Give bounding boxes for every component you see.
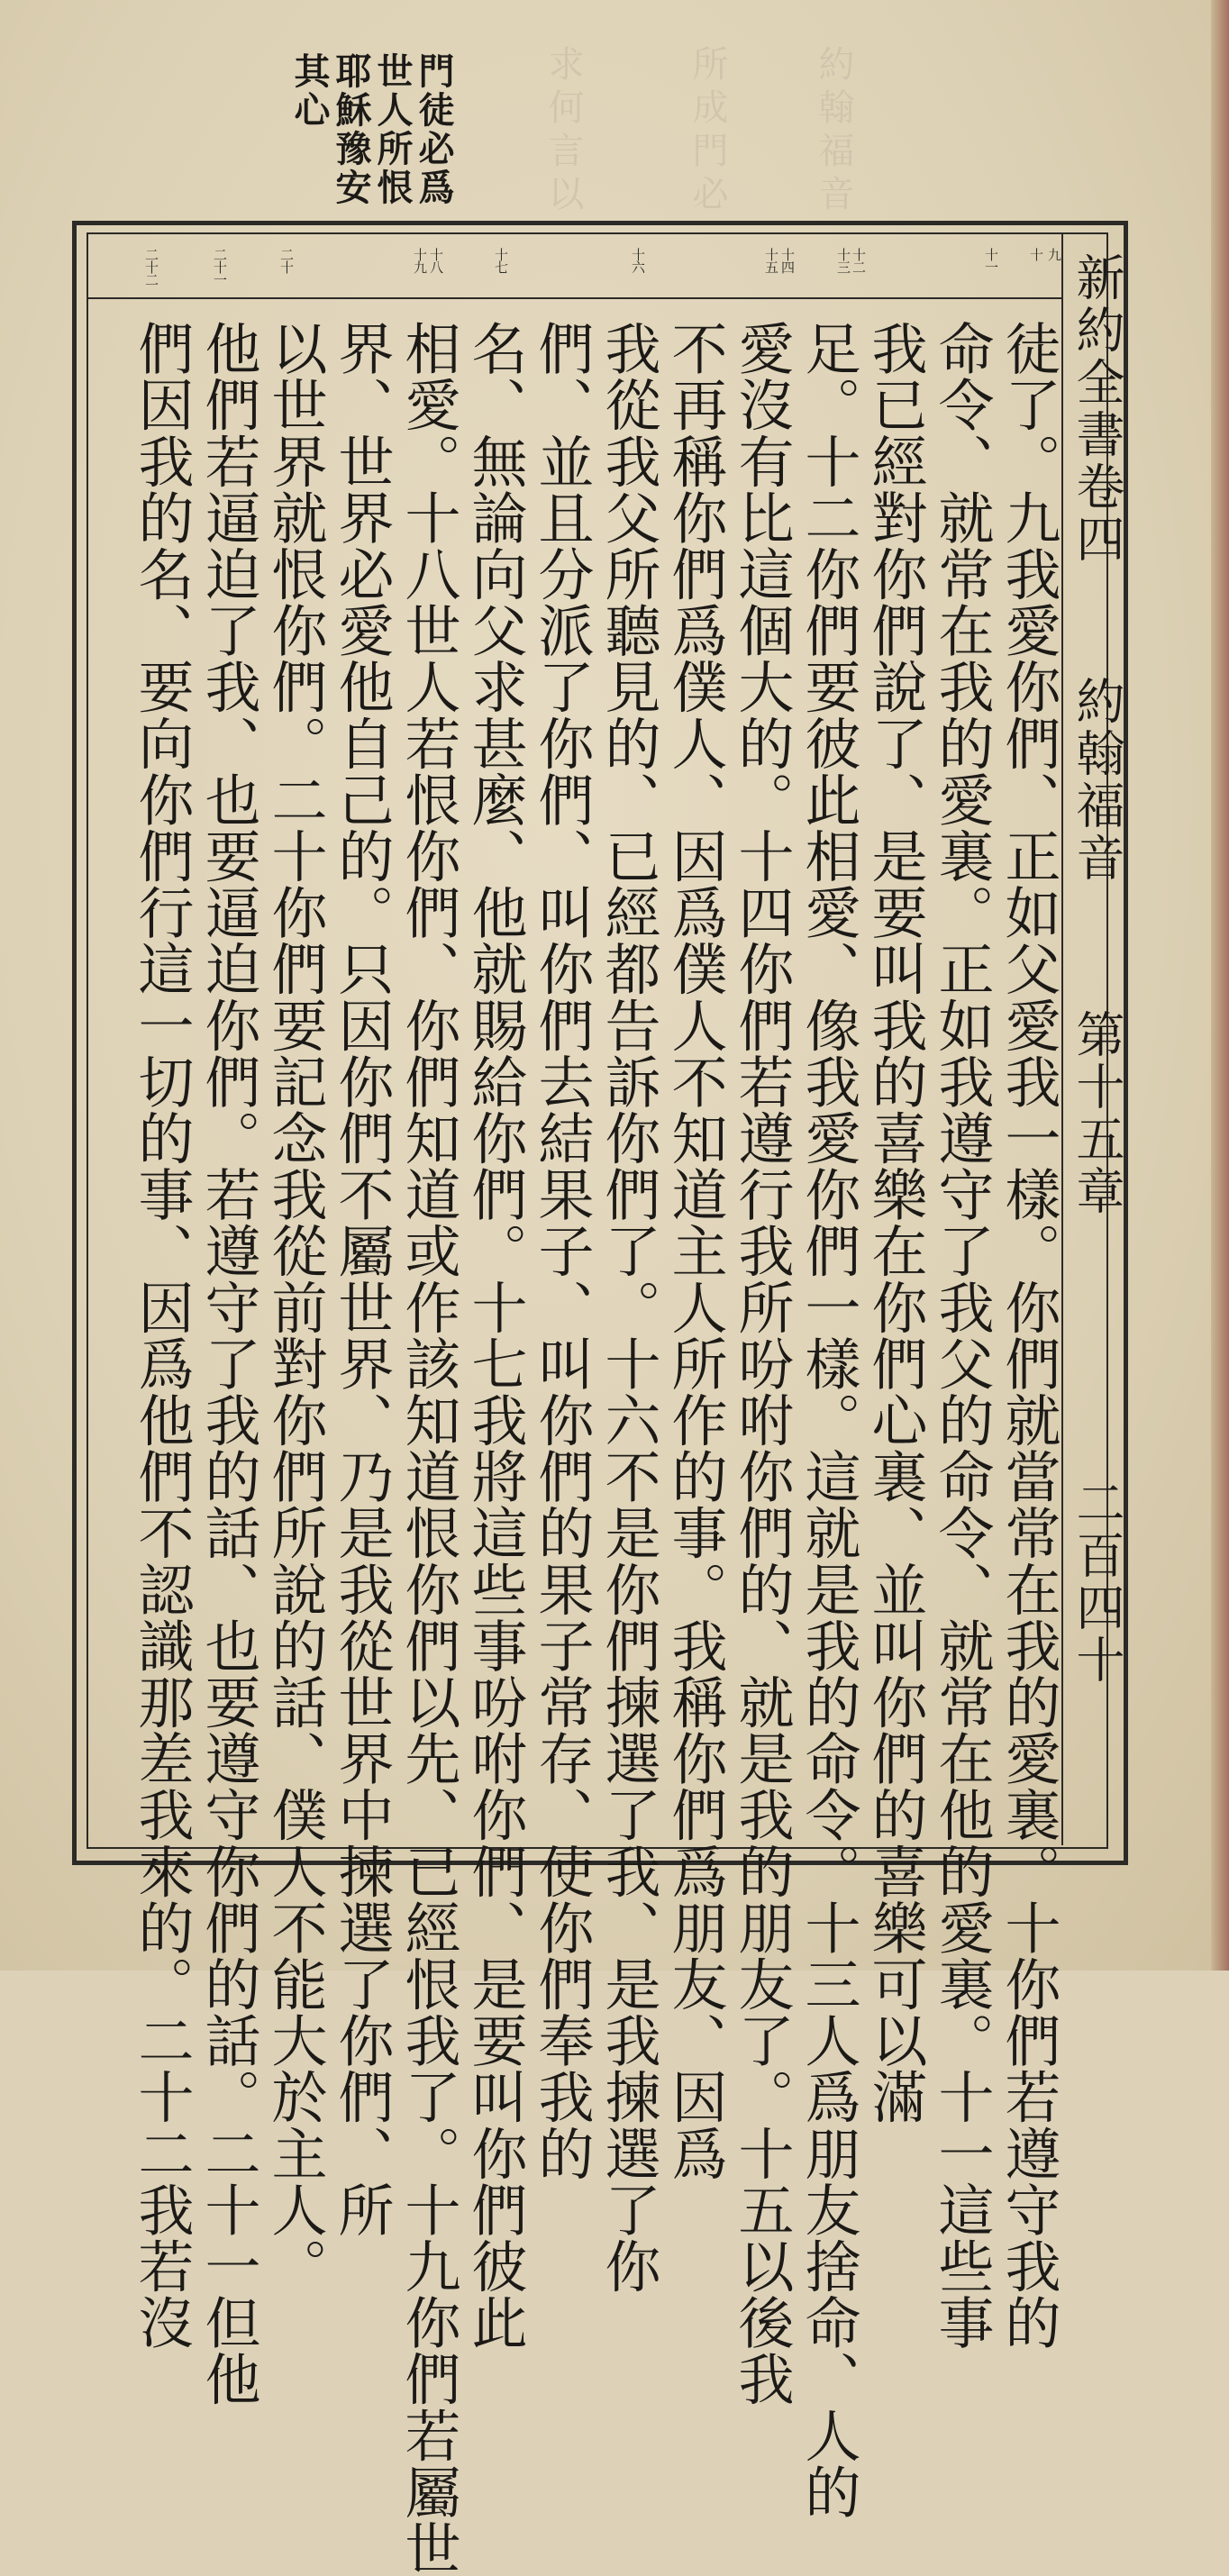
text-column: 他們若逼迫了我、也要逼迫你們。若遵守了我的話、也要遵守你們的話。二十一但他 <box>196 320 261 2408</box>
text-column: 愛沒有比這個大的。十四你們若遵行我所吩咐你們的、就是我的朋友了。十五以後我 <box>729 320 795 2408</box>
verse-number: 九 <box>1046 248 1062 260</box>
verse-number: 十五 <box>763 248 779 273</box>
marginal-heading-line: 門徒必爲 <box>413 52 455 207</box>
chapter-title: 第十五章 <box>1069 1009 1125 1218</box>
bleed-through-text: 所成門必 <box>687 45 728 218</box>
marginal-heading-line: 世人所恨 <box>371 52 414 207</box>
marginal-heading-line: 其心 <box>288 52 331 130</box>
verse-number: 二十二 <box>143 248 159 286</box>
text-column: 相愛。十八世人若恨你們、你們知道或作該知道恨你們以先、已經恨我了。十九你們若屬世 <box>396 320 461 2576</box>
page-number: 二百四十 <box>1069 1478 1125 1687</box>
text-column: 命令、就常在我的愛裏。正如我遵守了我父的命令、就常在他的愛裏。十一這些事 <box>929 320 995 2351</box>
running-header <box>1069 252 1125 1838</box>
verse-number: 十六 <box>630 248 646 273</box>
marginal-heading <box>288 52 454 223</box>
verse-number: 十八 <box>428 248 444 273</box>
gospel-title: 約翰福音 <box>1069 676 1125 885</box>
text-column: 不再稱你們爲僕人、因爲僕人不知道主人所作的事。我稱你們爲朋友、因爲 <box>662 320 728 2181</box>
verse-number: 十一 <box>983 248 999 273</box>
text-column: 足。十二你們要彼此相愛、像我愛你們一樣。這就是我的命令。十三人爲朋友捨命、人的 <box>796 320 861 2520</box>
text-column: 們因我的名、要向你們行這一切的事、因爲他們不認識那差我來的。二十二我若沒 <box>129 320 195 2351</box>
text-column: 徒了。九我愛你們、正如父愛我一樣。你們就當常在我的愛裏。十你們若遵守我的 <box>996 320 1061 2351</box>
text-column: 界、世界必愛他自己的。只因你們不屬世界、乃是我從世界中揀選了你們、所 <box>329 320 395 2238</box>
verse-number: 十七 <box>493 248 509 273</box>
scripture-text <box>106 320 1061 2576</box>
text-column: 們、並且分派了你們、叫你們去結果子、叫你們的果子常存、使你們奉我的 <box>529 320 595 2181</box>
text-column: 以世界就恨你們。二十你們要記念我從前對你們所說的話、僕人不能大於主人。 <box>262 320 328 2294</box>
verse-number: 十 <box>1028 248 1044 260</box>
verse-number: 二十一 <box>212 248 228 286</box>
verse-number: 二十 <box>278 248 295 273</box>
bleed-through-text: 求何言以 <box>542 45 584 218</box>
header-divider <box>1061 232 1063 1845</box>
marginal-heading-line: 耶穌豫安 <box>330 52 372 207</box>
text-column: 我已經對你們說了、是要叫我的喜樂在你們心裏、並叫你們的喜樂可以滿 <box>862 320 928 2125</box>
text-column: 我從我父所聽見的、已經都告訴你們了。十六不是你們揀選了我、是我揀選了你 <box>596 320 661 2294</box>
bleed-through-text: 約翰福音 <box>813 45 854 218</box>
book-title: 新約全書卷四 <box>1069 252 1125 566</box>
verse-number: 十二 <box>851 248 867 273</box>
verse-number-row <box>0 248 1229 302</box>
text-column: 名、無論向父求甚麼、他就賜給你們。十七我將這些事吩咐你們、是要叫你們彼此 <box>462 320 528 2351</box>
verse-number: 十四 <box>779 248 796 273</box>
verse-number: 十九 <box>412 248 428 273</box>
verse-number: 十三 <box>835 248 851 273</box>
